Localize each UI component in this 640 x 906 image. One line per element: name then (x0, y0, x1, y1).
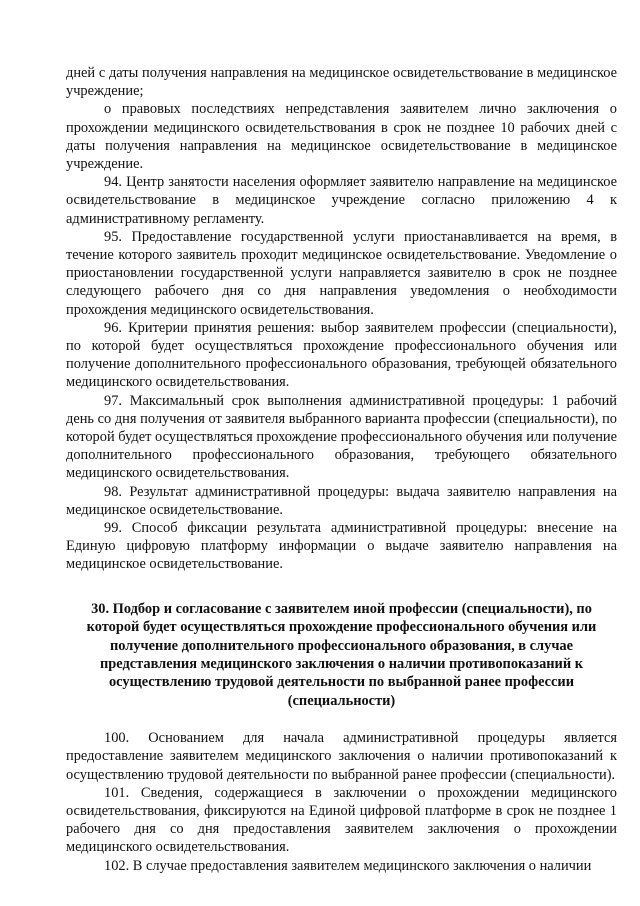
document-page (66, 64, 617, 875)
section-heading: 30. Подбор и согласование с заявителем иной профессии (специальности), по которой будет осуществляться прохождение профессионального обучения или получение дополнительного профессионального образования, в случае представления медицинского заключения о наличии противопоказаний к осуществлению трудовой деятельности по выбранной ранее профессии (специальности) (86, 600, 597, 709)
paragraph-100: 100. Основанием для начала административной процедуры является предоставление заявителем медицинского заключения о наличии противопоказаний к осуществлению трудовой деятельности по выбранной ранее профессии (специальности). (66, 730, 617, 783)
paragraph-98: 98. Результат административной процедуры: выдача заявителю направления на медицинское освидетельствование. (66, 483, 617, 518)
paragraph-96: 96. Критерии принятия решения: выбор заявителем профессии (специальности), по которой будет осуществляться прохождение профессионального обучения или получение дополнительного профессионального образования, требующей обязательного медицинского освидетельствования. (66, 319, 617, 391)
paragraph-99: 99. Способ фиксации результата административной процедуры: внесение на Единую цифровую платформу информации о выдаче заявителю направления на медицинское освидетельствование. (66, 520, 617, 573)
paragraph-continuation: дней с даты получения направления на медицинское освидетельствование в медицинское учреждение; (66, 65, 617, 100)
paragraph-legal-consequences: о правовых последствиях непредставления заявителем лично заключения о прохождении медицинского освидетельствования в срок не позднее 10 рабочих дней с даты получения направления на медицинское освидетельствование в медицинское учреждение. (66, 101, 617, 173)
paragraph-94: 94. Центр занятости населения оформляет заявителю направление на медицинское освидетельствование в медицинское учреждение согласно приложению 4 к административному регламенту. (66, 174, 617, 227)
paragraph-97: 97. Максимальный срок выполнения административной процедуры: 1 рабочий день со дня получения от заявителя выбранного варианта профессии (специальности), по которой будет осуществляться прохождение профессионального обучения или получение дополнительного профессионального образования, требующего обязательного медицинского освидетельствования. (66, 392, 617, 482)
paragraph-102: 102. В случае предоставления заявителем медицинского заключения о наличии (104, 857, 592, 874)
paragraph-95: 95. Предоставление государственной услуги приостанавливается на время, в течение которого заявитель проходит медицинское освидетельствование. Уведомление о приостановлении государственной услуги направляется заявителю в срок не позднее следующего рабочего дня со дня направления уведомления о необходимости прохождения медицинского освидетельствования. (66, 228, 617, 318)
paragraph-101: 101. Сведения, содержащиеся в заключении о прохождении медицинского освидетельствования, фиксируются на Единой цифровой платформе в срок не позднее 1 рабочего дня со дня предоставления заявителем заключения о прохождении медицинского освидетельствования. (66, 784, 617, 856)
